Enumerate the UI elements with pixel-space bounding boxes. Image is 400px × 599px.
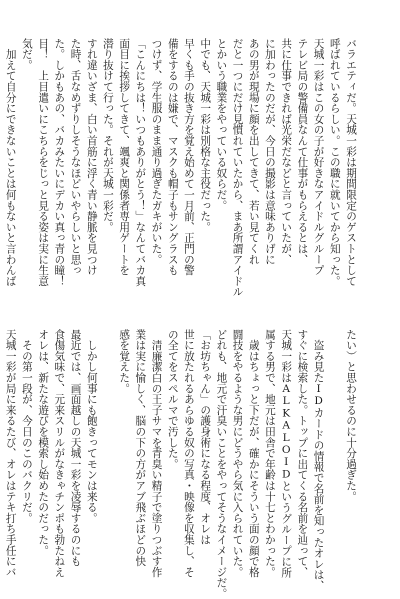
text-line: の全てをスペルマで汚した。	[166, 329, 179, 470]
text-line: 天城一彩はこの女の子が好きなアイドルグループ	[312, 38, 325, 276]
text-line: 加えて自分にできないことは何もないと言わんば	[4, 38, 17, 287]
text-line: 歳はちょっと下だが、確かにそういう面の顔で格	[247, 329, 260, 578]
text-line: 呼ばれているらしい。この職に就いてから知った。	[328, 38, 341, 287]
text-line: すれ違いざま、白い首筋に浮く青い静脈を見つけ	[85, 38, 98, 276]
text-line: 「こんにちは！いつもありがとう！」なんてバカ真	[134, 38, 147, 287]
text-line: あの男が現場に顔を出してきて、若い見てくれ	[247, 38, 260, 265]
text-line: 最近では、画面越しの天城一彩を凌辱するのにも	[69, 329, 82, 567]
text-line: 世に放たれるあらゆる奴の写真・映像を収集し、そ	[182, 329, 195, 578]
text-block-top	[4, 38, 359, 298]
text-line: しかし何事にも飽きってモンは来る。	[85, 329, 98, 524]
text-line: 共に仕事できれば光栄だなどと言っていたが、	[280, 38, 293, 265]
text-block-bottom	[4, 329, 359, 599]
text-line	[0, 38, 3, 278]
text-line: 面目に挨拶してきて、颯爽と関係者専用ゲートを	[118, 38, 131, 276]
text-line: 業は実に愉しく、脳の下の方がアブ飛ぶほどの快	[134, 329, 147, 567]
text-line: 天城一彩が局に来るたび、オレはテキ打ち手任にバ	[4, 329, 17, 578]
text-line: 属する男で、地元は田舎で年齢は十七とわかった。	[263, 329, 276, 578]
text-line: 闘技をやるような男にどうやら気に入られていた。	[231, 329, 244, 578]
text-line: 気だ。	[20, 38, 33, 71]
text-line: その第一段が、今日のこのバクリだ。	[20, 329, 33, 524]
text-line: 食傷気味で、元来スリルがなきゃチンポも勃たねえ	[53, 329, 66, 578]
text-line: オレは、新たな遊びを模索し始めたのだった。	[37, 329, 50, 556]
text-line: 天城一彩はALKALOIDというグループに所	[280, 329, 293, 578]
text-line: に加わったのだが、今日の撮影は意味ありげに	[263, 38, 276, 265]
text-line: 備をするのは嫌で、マスクも帽子もサングラスも	[166, 38, 179, 276]
text-line: 感を覚えた。	[118, 329, 131, 394]
text-line: 中でも、天城一彩は別格な主役だった。	[199, 38, 212, 233]
text-line: 目！ 上目遣いにこちらをじっと見る姿は実に生意	[37, 38, 50, 287]
text-line: だと一つにだけ見慣れていたから、まあ所謂アイドル	[231, 38, 244, 298]
text-line: バラエティだ。天城一彩は期間限定のゲストとして	[345, 38, 357, 287]
text-line: すぐに検索した。トップに出てくる名前を辿って、	[296, 329, 309, 578]
text-line: た時、舌なめずりしそうなほどいやらしいと思っ	[69, 38, 82, 276]
text-line: どれも、地元で汗臭いことをやってそうなイメージだ。	[215, 329, 228, 599]
text-line	[100, 329, 116, 557]
text-line	[0, 329, 3, 557]
text-line: つけず、学生服のまま通り過ぎたガキがいた。	[150, 38, 163, 265]
text-line: たい）と思わせるのに十分過ぎた。	[345, 329, 357, 502]
text-line: テレビ局の警備員なんて仕事がもらえるとは、	[296, 38, 309, 265]
text-line	[327, 329, 343, 557]
text-line: 清廉潔白の王子サマを青臭い精子で塗りつぶす作	[150, 329, 163, 578]
text-line: とかいう職業をやっている奴らだ。	[215, 38, 228, 211]
text-line: 「お坊ちゃん」の護身術になる程度、オレは	[199, 329, 212, 545]
text-line: た。しかもあの、バカみたいにデカい真っ青の瞳！	[53, 38, 66, 287]
text-line: 潜り抜けて行った。それが天城一彩だ。	[101, 38, 114, 233]
text-line: 早くも手の抜き方を覚え始めて一月前、正門の警	[182, 38, 195, 276]
text-line: 盗み見たIDカードの情報で名前を知ったオレは、	[312, 329, 325, 591]
